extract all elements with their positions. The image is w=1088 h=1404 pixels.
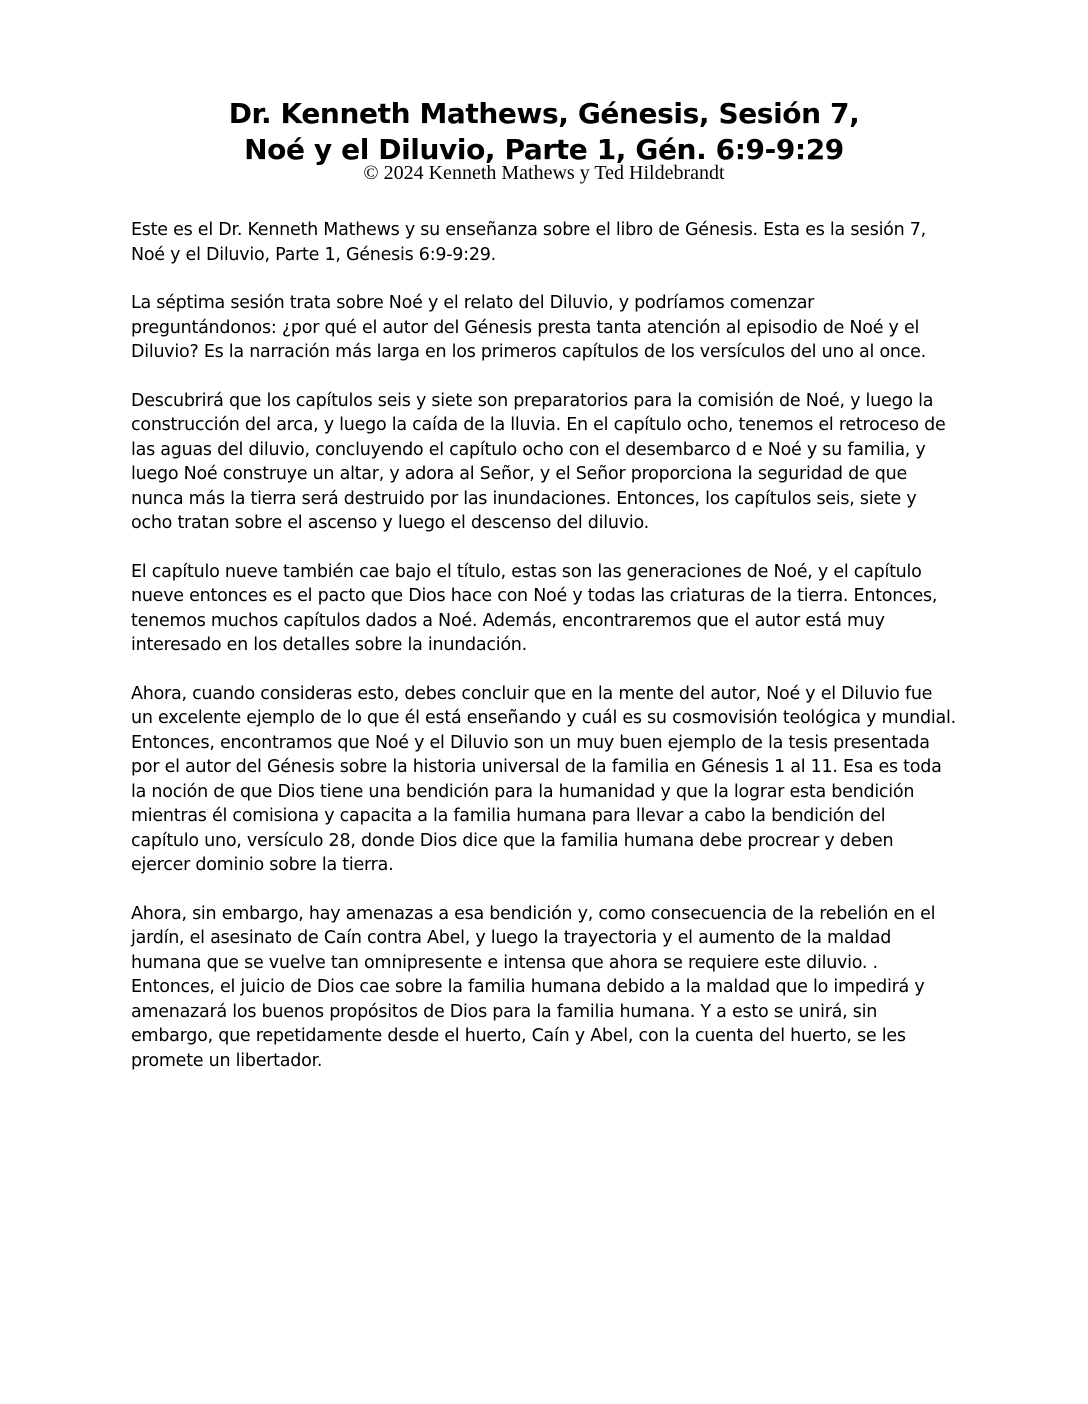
document-body bbox=[131, 218, 957, 1097]
paragraph-2: La séptima sesión trata sobre Noé y el relato del Diluvio, y podríamos comenzar preguntándonos: ¿por qué el autor del Génesis presta tanta atención al episodio de Noé y el Diluvio? Es la narración más larga en los primeros capítulos de los versículos del uno al once. bbox=[131, 293, 926, 362]
paragraph-3: Descubrirá que los capítulos seis y siete son preparatorios para la comisión de Noé, y luego la construcción del arca, y luego la caída de la lluvia. En el capítulo ocho, tenemos el retroceso de las aguas del diluvio, concluyendo el capítulo ocho con el desembarco d e Noé y su familia, y luego Noé construye un altar, y adora al Señor, y el Señor proporciona la seguridad de que nunca más la tierra será destruido por las inundaciones. Entonces, los capítulos seis, siete y ocho tratan sobre el ascenso y luego el descenso del diluvio. bbox=[131, 390, 946, 533]
page-title-line-2: Noé y el Diluvio, Parte 1, Gén. 6:9-9:29 bbox=[244, 133, 844, 166]
paragraph-6: Ahora, sin embargo, hay amenazas a esa bendición y, como consecuencia de la rebelión en el jardín, el asesinato de Caín contra Abel, y luego la trayectoria y el aumento de la maldad humana que se vuelve tan omnipresente e intensa que ahora se requiere este diluvio. . Entonces, el juicio de Dios cae sobre la familia humana debido a la maldad que lo impedirá y amenazará los buenos propósitos de Dios para la familia humana. Y a esto se unirá, sin embargo, que repetidamente desde el huerto, Caín y Abel, con la cuenta del huerto, se les promete un libertador. bbox=[131, 903, 936, 1071]
copyright-notice: © 2024 Kenneth Mathews y Ted Hildebrandt bbox=[363, 162, 725, 184]
paragraph-5: Ahora, cuando consideras esto, debes concluir que en la mente del autor, Noé y el Diluvio fue un excelente ejemplo de lo que él está enseñando y cuál es su cosmovisión teológica y mundial. Entonces, encontramos que Noé y el Diluvio son un muy buen ejemplo de la tesis presentada por el autor del Génesis sobre la historia universal de la familia en Génesis 1 al 11. Esa es toda la noción de que Dios tiene una bendición para la humanidad y que la lograr esta bendición mientras él comisiona y capacita a la familia humana para llevar a cabo la bendición del capítulo uno, versículo 28, donde Dios dice que la familia humana debe procrear y deben ejercer dominio sobre la tierra. bbox=[131, 683, 956, 875]
paragraph-1: Este es el Dr. Kenneth Mathews y su enseñanza sobre el libro de Génesis. Esta es la sesión 7, Noé y el Diluvio, Parte 1, Génesis 6:9-9:29. bbox=[131, 220, 926, 265]
page-title-line-1: Dr. Kenneth Mathews, Génesis, Sesión 7, bbox=[228, 97, 860, 130]
paragraph-4: El capítulo nueve también cae bajo el título, estas son las generaciones de Noé, y el capítulo nueve entonces es el pacto que Dios hace con Noé y todas las criaturas de la tierra. Entonces, tenemos muchos capítulos dados a Noé. Además, encontraremos que el autor está muy interesado en los detalles sobre la inundación. bbox=[131, 561, 938, 655]
title-block bbox=[0, 96, 1088, 184]
